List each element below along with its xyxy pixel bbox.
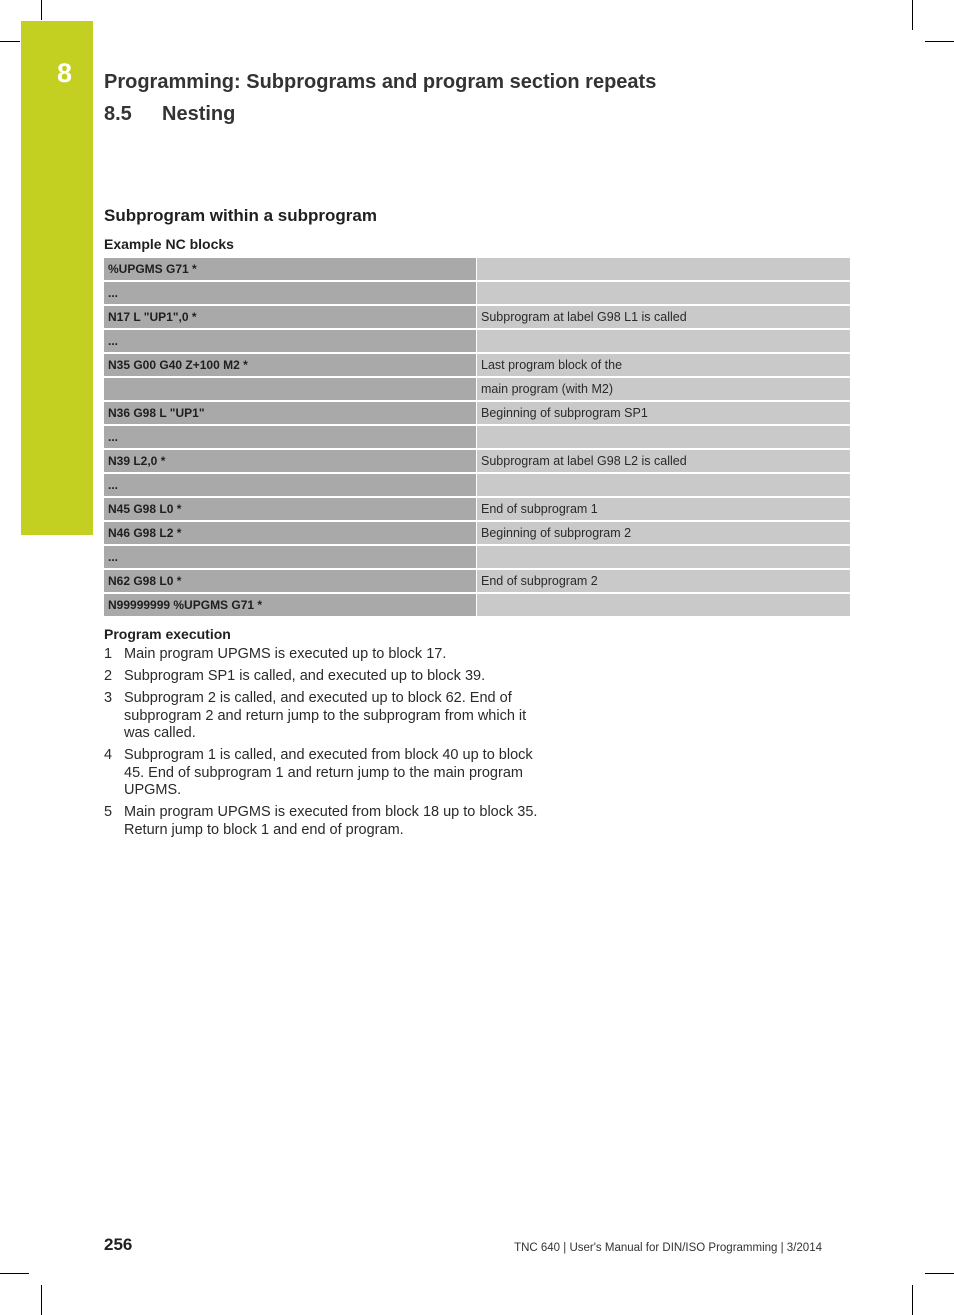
chapter-title: Programming: Subprograms and program section repeats bbox=[104, 71, 657, 93]
chapter-number: 8 bbox=[57, 58, 73, 88]
nc-comment-cell: Last program block of the bbox=[477, 354, 850, 378]
example-label: Example NC blocks bbox=[104, 236, 234, 252]
nc-code-cell bbox=[104, 378, 477, 402]
nc-code-cell: N45 G98 L0 * bbox=[104, 498, 477, 522]
subheading: Subprogram within a subprogram bbox=[104, 206, 377, 225]
nc-code-cell: %UPGMS G71 * bbox=[104, 258, 477, 282]
nc-code-cell: N99999999 %UPGMS G71 * bbox=[104, 594, 477, 618]
step-number: 4 bbox=[104, 747, 113, 763]
table-row bbox=[104, 354, 850, 378]
step-number: 1 bbox=[104, 646, 113, 662]
list-item bbox=[104, 668, 554, 686]
nc-code-cell: N39 L2,0 * bbox=[104, 450, 477, 474]
table-row bbox=[104, 282, 850, 306]
table-row bbox=[104, 546, 850, 570]
nc-comment-cell: Subprogram at label G98 L2 is called bbox=[477, 450, 850, 474]
step-text: Subprogram 2 is called, and executed up to block 62. End of subprogram 2 and return jump to the subprogram from which it was called. bbox=[124, 690, 527, 741]
list-item bbox=[104, 690, 554, 743]
step-text: Main program UPGMS is executed up to block 17. bbox=[124, 646, 447, 662]
nc-comment-cell: Beginning of subprogram 2 bbox=[477, 522, 850, 546]
table-row bbox=[104, 450, 850, 474]
step-number: 3 bbox=[104, 690, 113, 706]
nc-code-cell: ... bbox=[104, 546, 477, 570]
nc-comment-cell bbox=[477, 546, 850, 570]
nc-comment-cell: main program (with M2) bbox=[477, 378, 850, 402]
section-title: Nesting bbox=[162, 103, 236, 125]
nc-comment-cell: Subprogram at label G98 L1 is called bbox=[477, 306, 850, 330]
section-heading bbox=[104, 103, 235, 126]
table-row bbox=[104, 306, 850, 330]
nc-comment-cell: End of subprogram 1 bbox=[477, 498, 850, 522]
crop-mark bbox=[912, 0, 913, 30]
table-row bbox=[104, 474, 850, 498]
table-row bbox=[104, 378, 850, 402]
list-item bbox=[104, 646, 554, 664]
chapter-tab bbox=[21, 21, 93, 535]
crop-mark bbox=[41, 1285, 42, 1315]
nc-comment-cell bbox=[477, 426, 850, 450]
nc-code-cell: N46 G98 L2 * bbox=[104, 522, 477, 546]
execution-label: Program execution bbox=[104, 626, 231, 642]
crop-mark bbox=[0, 41, 20, 42]
table-row bbox=[104, 522, 850, 546]
nc-code-cell: ... bbox=[104, 426, 477, 450]
crop-mark bbox=[925, 1273, 954, 1274]
nc-comment-cell bbox=[477, 282, 850, 306]
list-item bbox=[104, 804, 554, 839]
nc-comment-cell: Beginning of subprogram SP1 bbox=[477, 402, 850, 426]
crop-mark bbox=[0, 1273, 29, 1274]
nc-code-cell: N35 G00 G40 Z+100 M2 * bbox=[104, 354, 477, 378]
section-number: 8.5 bbox=[104, 103, 132, 125]
crop-mark bbox=[925, 41, 954, 42]
nc-code-cell: N36 G98 L "UP1" bbox=[104, 402, 477, 426]
table-row bbox=[104, 570, 850, 594]
step-number: 5 bbox=[104, 804, 113, 820]
nc-code-cell: ... bbox=[104, 282, 477, 306]
table-row bbox=[104, 402, 850, 426]
step-text: Main program UPGMS is executed from block 18 up to block 35. Return jump to block 1 and end of program. bbox=[124, 804, 538, 838]
nc-code-cell: ... bbox=[104, 474, 477, 498]
nc-comment-cell bbox=[477, 594, 850, 618]
table-row bbox=[104, 594, 850, 618]
nc-code-cell: ... bbox=[104, 330, 477, 354]
nc-comment-cell bbox=[477, 258, 850, 282]
table-row bbox=[104, 330, 850, 354]
nc-blocks-table bbox=[104, 258, 850, 618]
nc-comment-cell bbox=[477, 330, 850, 354]
nc-code-cell: N17 L "UP1",0 * bbox=[104, 306, 477, 330]
table-row bbox=[104, 258, 850, 282]
execution-steps bbox=[104, 646, 554, 844]
nc-comment-cell bbox=[477, 474, 850, 498]
manual-info: TNC 640 | User's Manual for DIN/ISO Programming | 3/2014 bbox=[514, 1242, 822, 1254]
page-number: 256 bbox=[104, 1235, 133, 1254]
table-row bbox=[104, 426, 850, 450]
nc-comment-cell: End of subprogram 2 bbox=[477, 570, 850, 594]
crop-mark bbox=[912, 1285, 913, 1315]
nc-code-cell: N62 G98 L0 * bbox=[104, 570, 477, 594]
table-row bbox=[104, 498, 850, 522]
step-text: Subprogram SP1 is called, and executed up to block 39. bbox=[124, 668, 486, 684]
crop-mark bbox=[41, 0, 42, 20]
list-item bbox=[104, 747, 554, 800]
step-number: 2 bbox=[104, 668, 113, 684]
step-text: Subprogram 1 is called, and executed from block 40 up to block 45. End of subprogram 1 and return jump to the main program UPGMS. bbox=[124, 747, 533, 798]
